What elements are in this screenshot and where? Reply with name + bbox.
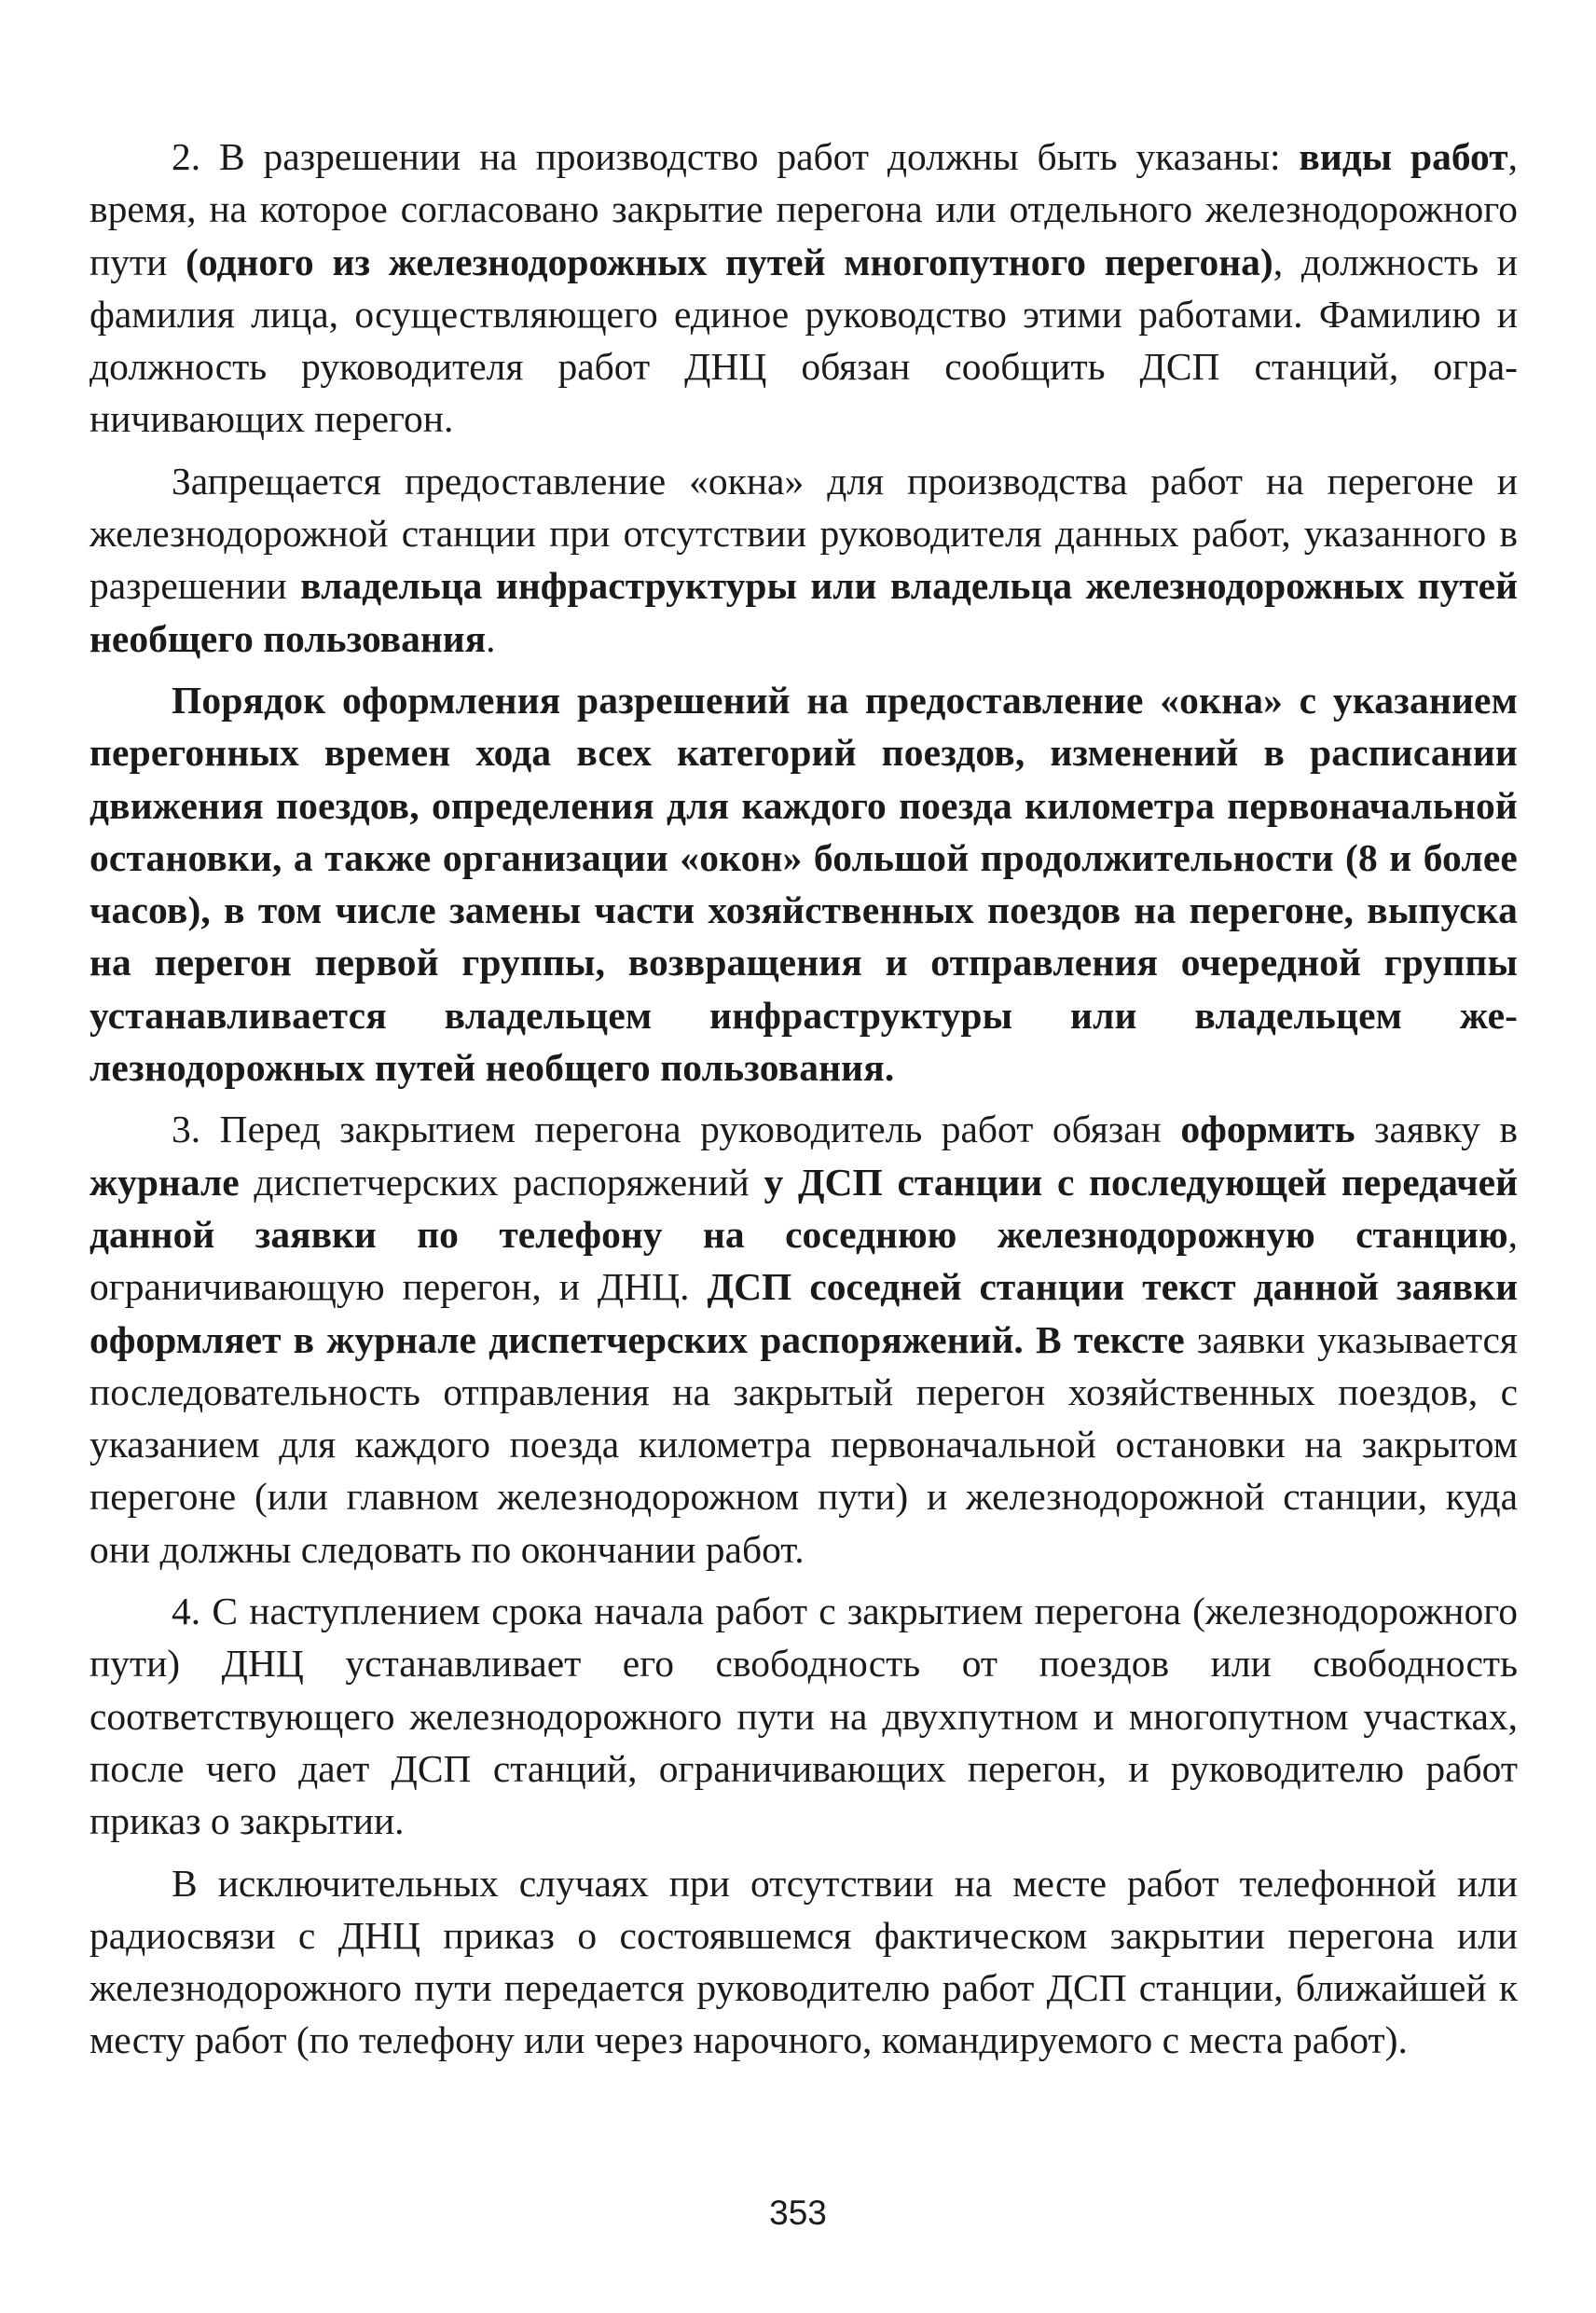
- page-body: [89, 131, 1518, 2067]
- text-run: диспетчерских распоряжений: [239, 1160, 764, 1204]
- text-run: 3. Перед закрытием перегона руководитель работ обязан: [172, 1108, 1181, 1151]
- page-number: 353: [769, 2194, 827, 2232]
- text-run-bold: журнале: [89, 1160, 240, 1204]
- text-run: Запрещается предоставление «окна» для производства работ на перегоне и железнодорожной станции при отсутствии руководителя данных работ, указанного в разрешении: [89, 459, 1518, 608]
- text-run-bold: у ДСП станции с последующей передачей данной заявки по телефону на соседнюю железнодорожную станцию: [89, 1160, 1518, 1256]
- paragraph-3-closure-request: [89, 1103, 1518, 1576]
- text-run: 4. С наступлением срока начала работ с закрытием перегона (железнодорожного пути) ДНЦ устанавливает его свободность от поездов или свободность соответствующего железнодорожного пути на двухпутном и многопутном участках, после чего дает ДСП станций, ограничивающих перегон, и руководителю работ приказ о закрытии.: [89, 1590, 1518, 1843]
- text-run: заявку в: [1355, 1108, 1518, 1151]
- text-run: , должность и фамилия лица, осуществляющего единое руководство этими работами. Фамилию и должность руководителя работ ДНЦ обязан сообщить ДСП станций, ограничивающих перегон.: [89, 240, 1519, 441]
- text-run: 2. В разрешении на производство работ должны быть указаны:: [172, 135, 1300, 178]
- text-run: , ограничивающую перегон, и ДНЦ.: [89, 1212, 1518, 1309]
- text-run-bold: (одного из железнодорожных путей многопутного перегона): [186, 240, 1273, 283]
- text-run: .: [486, 616, 496, 660]
- paragraph-exceptional-cases: [89, 1857, 1518, 2067]
- text-run: , время, на которое согласовано закрытие перегона или отдельного железнодорожного пути: [89, 135, 1518, 283]
- text-run: заявки указывается последовательность отправления на закрытый перегон хозяйственных поездов, с указанием для каждого поезда километра первоначальной остановки на закрытом перегоне (или главном железнодорожном пути) и железнодорожной станции, куда они должны следовать по окончании работ.: [89, 1317, 1519, 1571]
- text-run-bold: владельца инфраструктуры или владельца железнодорожных путей необщего пользования: [89, 564, 1518, 660]
- paragraph-4-closure-order: [89, 1585, 1518, 1847]
- text-run: В исключительных случаях при отсутствии на месте работ телефонной или радиосвязи с ДНЦ приказ о состоявшемся фактическом закрытии перегона или железнодорожного пути передается руководителю работ ДСП станции, ближайшей к месту работ (по телефону или через нарочного, командируемого с места работ).: [89, 1861, 1518, 2062]
- paragraph-window-prohibition: [89, 455, 1518, 665]
- paragraph-window-procedure: [89, 674, 1518, 1094]
- text-run-bold: виды работ: [1299, 135, 1508, 178]
- text-run-bold: оформить: [1180, 1108, 1355, 1151]
- paragraph-2-work-permit: [89, 131, 1518, 446]
- text-run-bold: ДСП соседней станции текст данной заявки оформляет в журнале диспетчерских распоряжений. В тексте: [89, 1265, 1519, 1361]
- text-run-bold: Порядок оформления разрешений на предоставление «окна» с указанием перегонных времен хода всех категорий поездов, изменений в расписании движения поездов, определения для каждого поезда километра первоначальной остановки, а также организации «окон» большой продолжительности (8 и более часов), в том числе замены части хозяйственных поездов на перегоне, выпуска на перегон первой группы, возвращения и отправления очередной группы устанавливается владельцем инфраструктуры или владельцем железнодорожных путей необщего пользования.: [89, 678, 1518, 1090]
